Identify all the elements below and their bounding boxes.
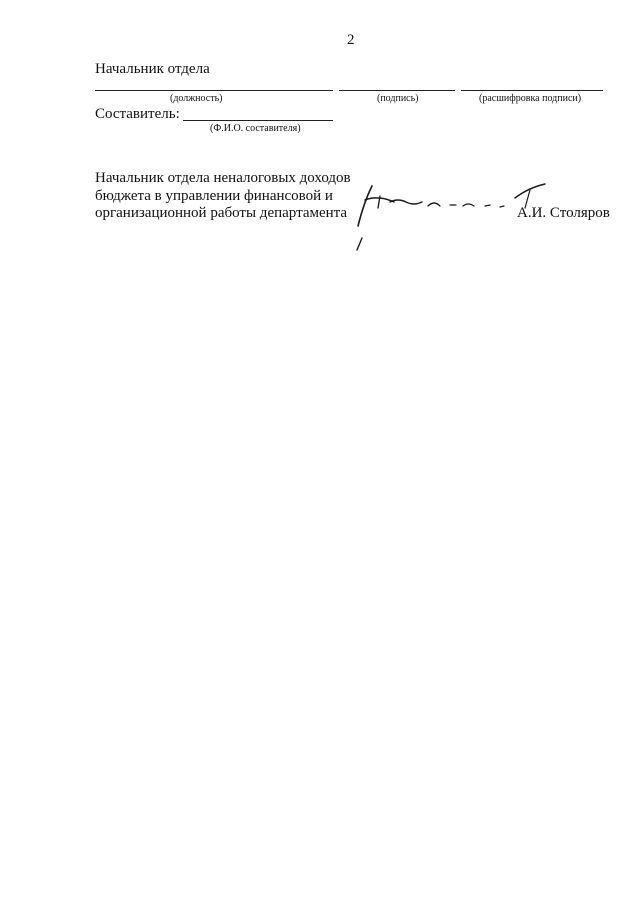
compiler-line <box>183 120 333 121</box>
signer-position-line-3: организационной работы департамента <box>95 205 348 221</box>
signature-line <box>339 90 455 91</box>
caption-compiler: (Ф.И.О. составителя) <box>210 123 301 134</box>
decryption-line <box>461 90 603 91</box>
position-title: Начальник отдела <box>95 61 210 77</box>
caption-signature: (подпись) <box>377 93 419 104</box>
signer-position-line-1: Начальник отдела неналоговых доходов <box>95 170 351 186</box>
caption-decryption: (расшифровка подписи) <box>479 93 582 104</box>
signer-position-line-2: бюджета в управлении финансовой и <box>95 187 333 204</box>
signer-name: А.И. Столяров <box>517 205 610 221</box>
signer-position-block <box>95 170 351 223</box>
compiler-label: Составитель: <box>95 106 180 122</box>
caption-position: (должность) <box>170 93 223 104</box>
page-number: 2 <box>347 32 355 48</box>
position-line <box>95 90 333 91</box>
